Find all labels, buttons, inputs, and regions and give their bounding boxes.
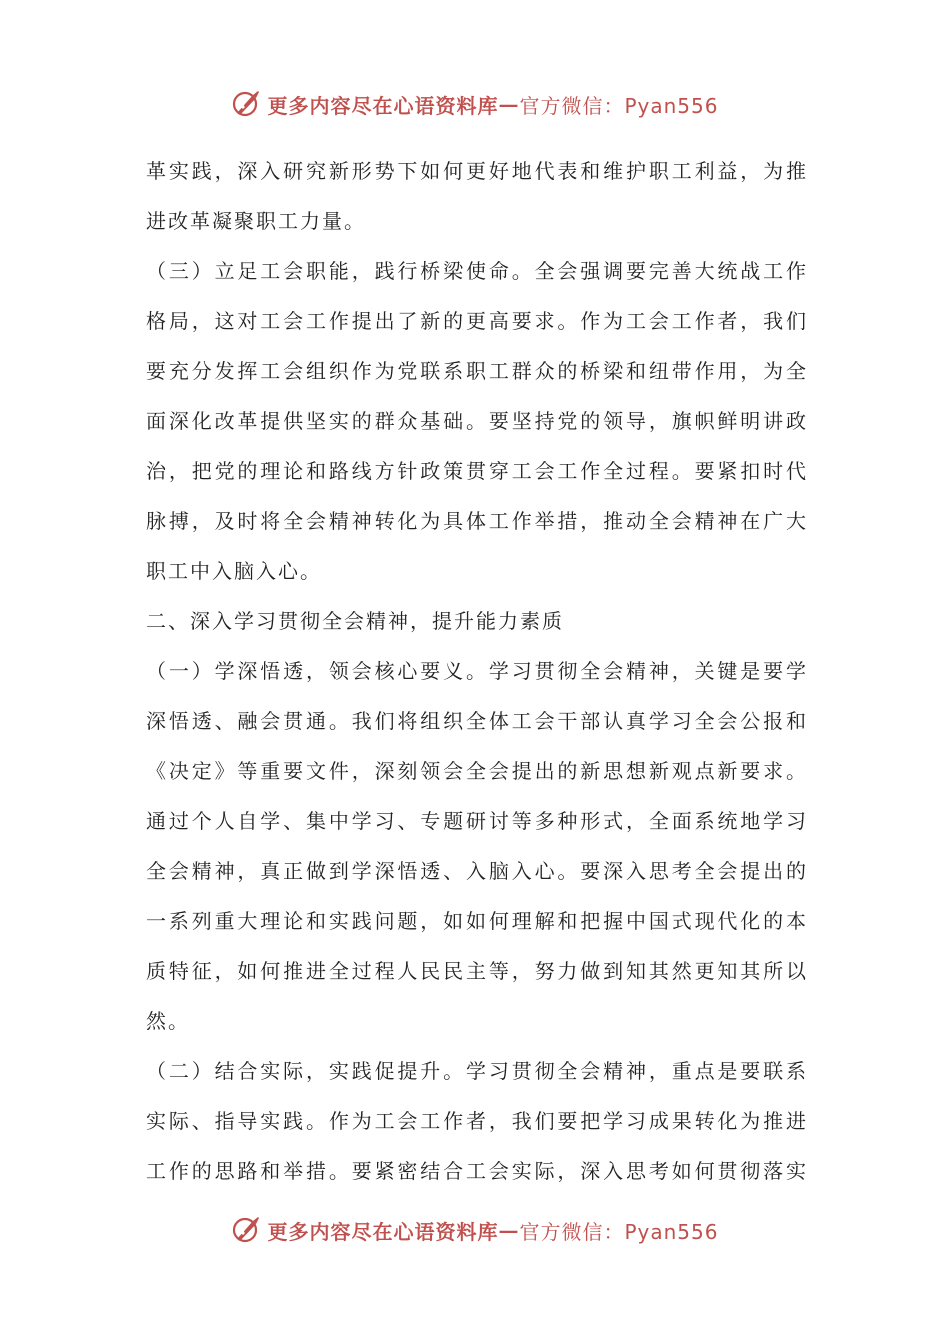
pen-nib-circle-icon — [231, 89, 261, 119]
text-line: 治，把党的理论和路线方针政策贯穿工会工作全过程。要紧扣时代 — [146, 459, 806, 483]
text-line: 格局，这对工会工作提出了新的更高要求。作为工会工作者，我们 — [146, 309, 806, 333]
text-line: 脉搏，及时将全会精神转化为具体工作举措，推动全会精神在广大 — [146, 509, 806, 533]
text-line: 《决定》等重要文件，深刻领会全会提出的新思想新观点新要求。 — [146, 759, 806, 783]
text-line: 进改革凝聚职工力量。 — [146, 209, 366, 233]
text-line: 革实践，深入研究新形势下如何更好地代表和维护职工利益，为推 — [146, 159, 806, 183]
document-body — [146, 146, 806, 1196]
header-watermark — [0, 84, 950, 124]
text-line: 面深化改革提供坚实的群众基础。要坚持党的领导，旗帜鲜明讲政 — [146, 409, 806, 433]
text-line: 工作的思路和举措。要紧密结合工会实际，深入思考如何贯彻落实 — [146, 1159, 806, 1183]
section-heading: 二、深入学习贯彻全会精神，提升能力素质 — [146, 609, 564, 633]
watermark-wechat: 官方微信：Pyan556 — [519, 1219, 719, 1244]
text-line: 质特征，如何推进全过程人民民主等，努力做到知其然更知其所以 — [146, 959, 806, 983]
watermark-brand: 更多内容尽在心语资料库 — [267, 1219, 499, 1244]
text-line: （一）学深悟透，领会核心要义。学习贯彻全会精神，关键是要学 — [146, 659, 806, 683]
text-line: 实际、指导实践。作为工会工作者，我们要把学习成果转化为推进 — [146, 1109, 806, 1133]
pen-nib-circle-icon — [231, 1215, 261, 1245]
watermark-brand: 更多内容尽在心语资料库 — [267, 93, 499, 118]
text-line: （二）结合实际，实践促提升。学习贯彻全会精神，重点是要联系 — [146, 1059, 806, 1083]
text-line: 然。 — [146, 1009, 190, 1033]
watermark-wechat: 官方微信：Pyan556 — [519, 93, 719, 118]
watermark-dash: — — [498, 1218, 520, 1242]
footer-watermark — [0, 1210, 950, 1250]
text-line: （三）立足工会职能，践行桥梁使命。全会强调要完善大统战工作 — [146, 259, 806, 283]
text-line: 职工中入脑入心。 — [146, 559, 322, 583]
watermark-dash: — — [498, 92, 520, 116]
text-line: 一系列重大理论和实践问题，如如何理解和把握中国式现代化的本 — [146, 909, 806, 933]
text-line: 通过个人自学、集中学习、专题研讨等多种形式，全面系统地学习 — [146, 809, 806, 833]
text-line: 要充分发挥工会组织作为党联系职工群众的桥梁和纽带作用，为全 — [146, 359, 806, 383]
text-line: 深悟透、融会贯通。我们将组织全体工会干部认真学习全会公报和 — [146, 709, 806, 733]
text-line: 全会精神，真正做到学深悟透、入脑入心。要深入思考全会提出的 — [146, 859, 806, 883]
